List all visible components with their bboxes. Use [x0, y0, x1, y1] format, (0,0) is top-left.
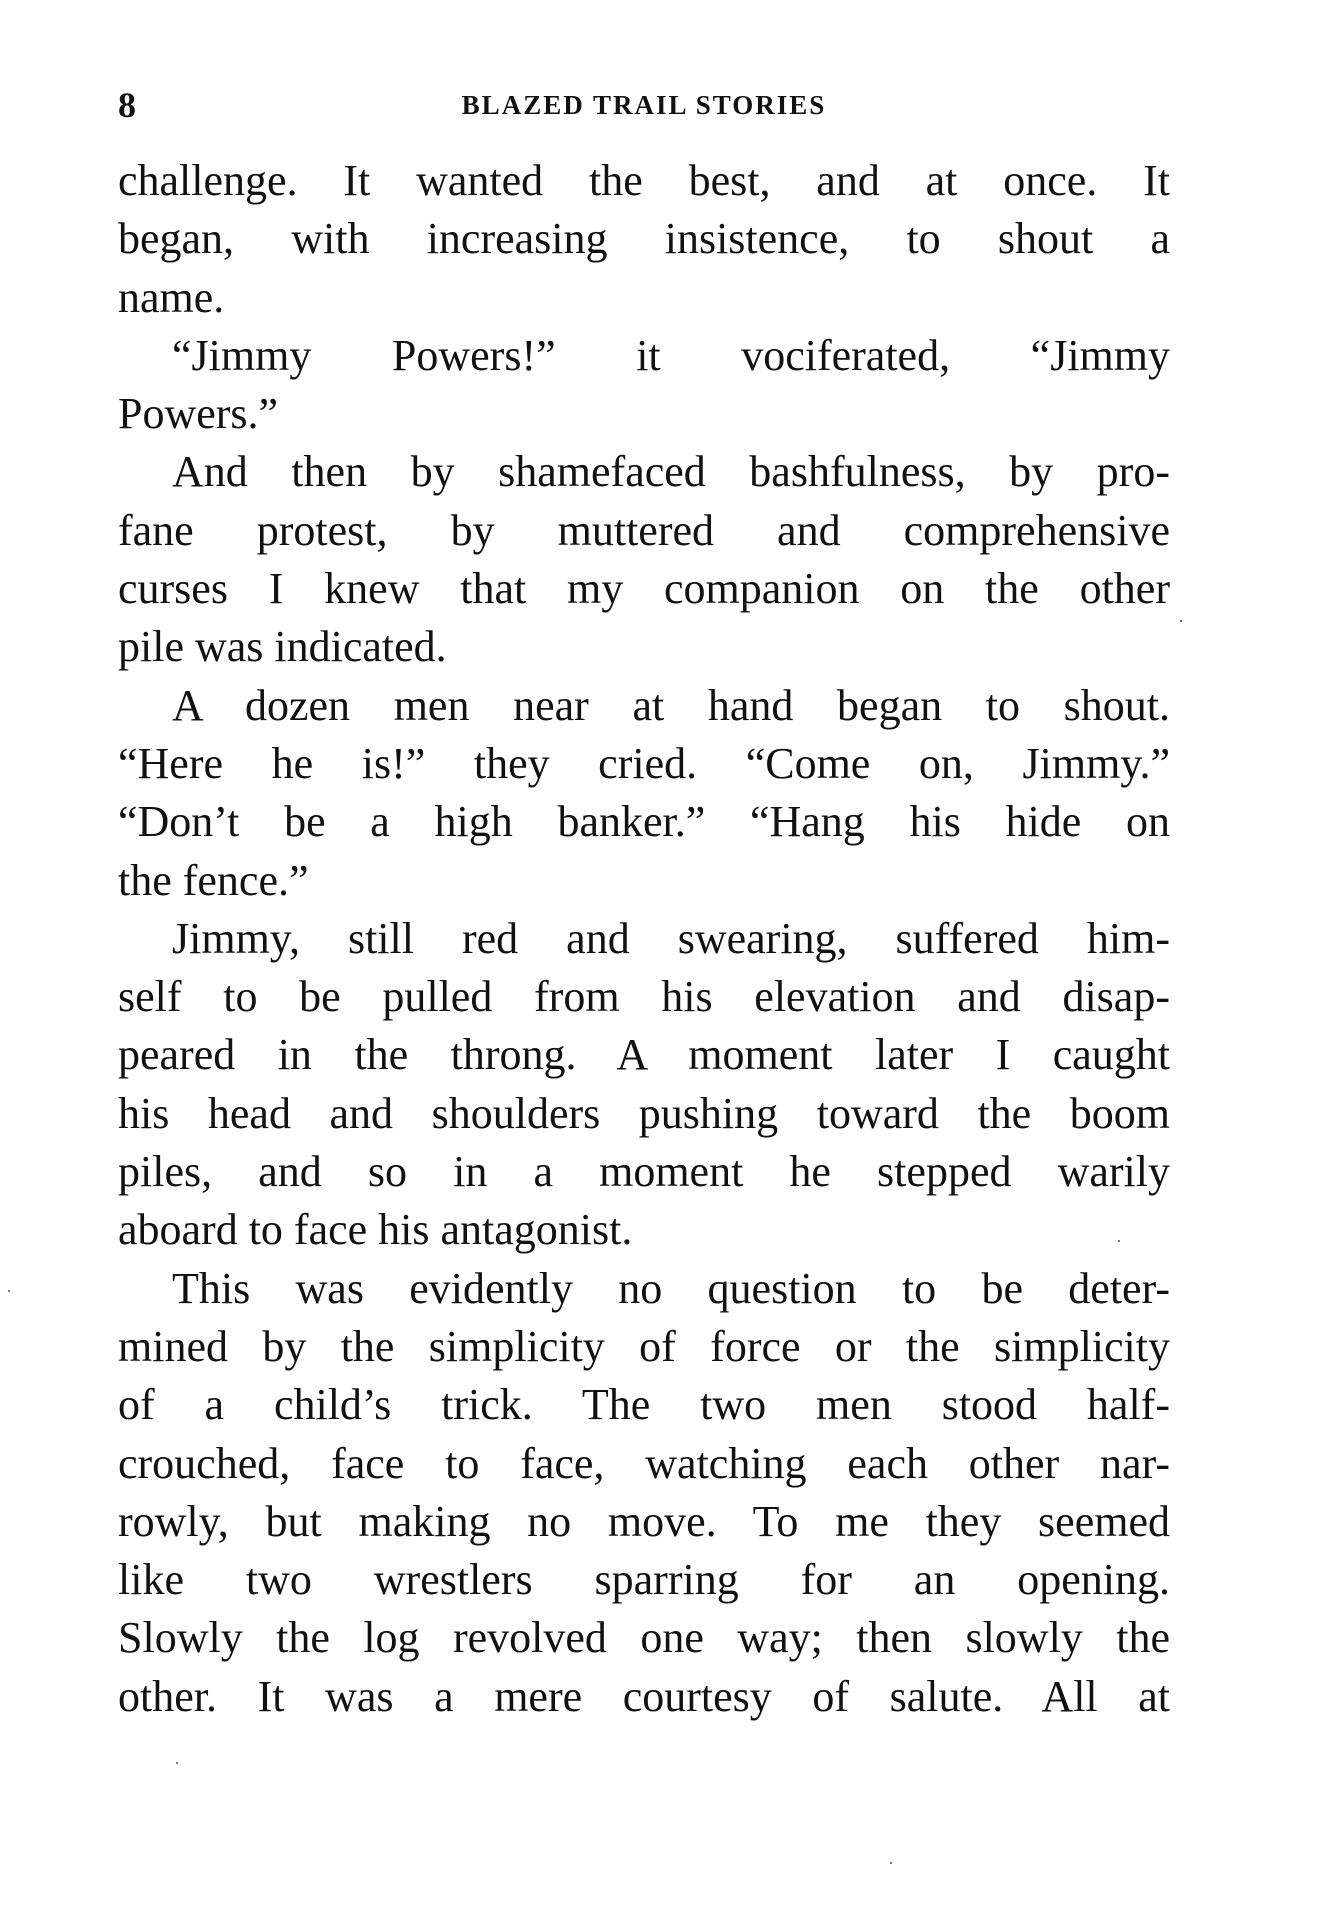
text-line: A dozen men near at hand began to shout.	[172, 680, 1170, 730]
text-line: “Jimmy Powers!” it vociferated, “Jimmy	[172, 330, 1170, 380]
running-head	[118, 80, 1170, 130]
print-speck	[8, 1290, 10, 1292]
text-line: Powers.”	[118, 389, 279, 439]
paragraph	[118, 152, 1170, 327]
text-line: aboard to face his antagonist.	[118, 1205, 633, 1255]
text-line: Slowly the log revolved one way; then slowly the	[118, 1613, 1170, 1663]
text-line: of a child’s trick. The two men stood half-	[118, 1380, 1170, 1430]
text-line: like two wrestlers sparring for an opening.	[118, 1555, 1170, 1605]
book-title: BLAZED TRAIL STORIES	[461, 90, 827, 120]
text-line: began, with increasing insistence, to shout a	[118, 214, 1170, 264]
text-line: “Don’t be a high banker.” “Hang his hide on	[118, 797, 1170, 847]
text-line: challenge. It wanted the best, and at once. It	[118, 156, 1170, 205]
text-line: And then by shamefaced bashfulness, by pro-	[172, 447, 1170, 497]
text-line: fane protest, by muttered and comprehensive	[118, 505, 1170, 555]
paragraph	[118, 327, 1170, 444]
paragraph	[118, 677, 1170, 910]
page-number: 8	[118, 85, 136, 125]
text-line: self to be pulled from his elevation and disap-	[118, 972, 1170, 1022]
text-line: peared in the throng. A moment later I caught	[118, 1030, 1170, 1080]
print-speck	[890, 1862, 892, 1864]
text-line: Jimmy, still red and swearing, suffered him-	[172, 913, 1170, 963]
text-line: “Here he is!” they cried. “Come on, Jimmy.”	[118, 738, 1170, 788]
print-speck	[1118, 1240, 1120, 1242]
body-text	[118, 152, 1170, 1726]
text-line: pile was indicated.	[118, 622, 447, 672]
text-line: crouched, face to face, watching each other nar-	[118, 1438, 1170, 1488]
text-line: piles, and so in a moment he stepped warily	[118, 1147, 1170, 1197]
text-line: This was evidently no question to be deter-	[172, 1263, 1170, 1313]
print-speck	[1180, 620, 1182, 622]
text-line: his head and shoulders pushing toward the boom	[118, 1088, 1170, 1138]
text-line: curses I knew that my companion on the other	[118, 564, 1170, 614]
text-line: name.	[118, 272, 225, 322]
text-line: the fence.”	[118, 855, 309, 905]
paragraph	[118, 443, 1170, 676]
text-line: other. It was a mere courtesy of salute. All at	[118, 1671, 1170, 1721]
print-speck	[176, 1762, 178, 1764]
text-line: mined by the simplicity of force or the simplicity	[118, 1321, 1170, 1371]
paragraph	[118, 910, 1170, 1260]
text-line: rowly, but making no move. To me they seemed	[118, 1496, 1170, 1546]
paragraph	[118, 1260, 1170, 1726]
